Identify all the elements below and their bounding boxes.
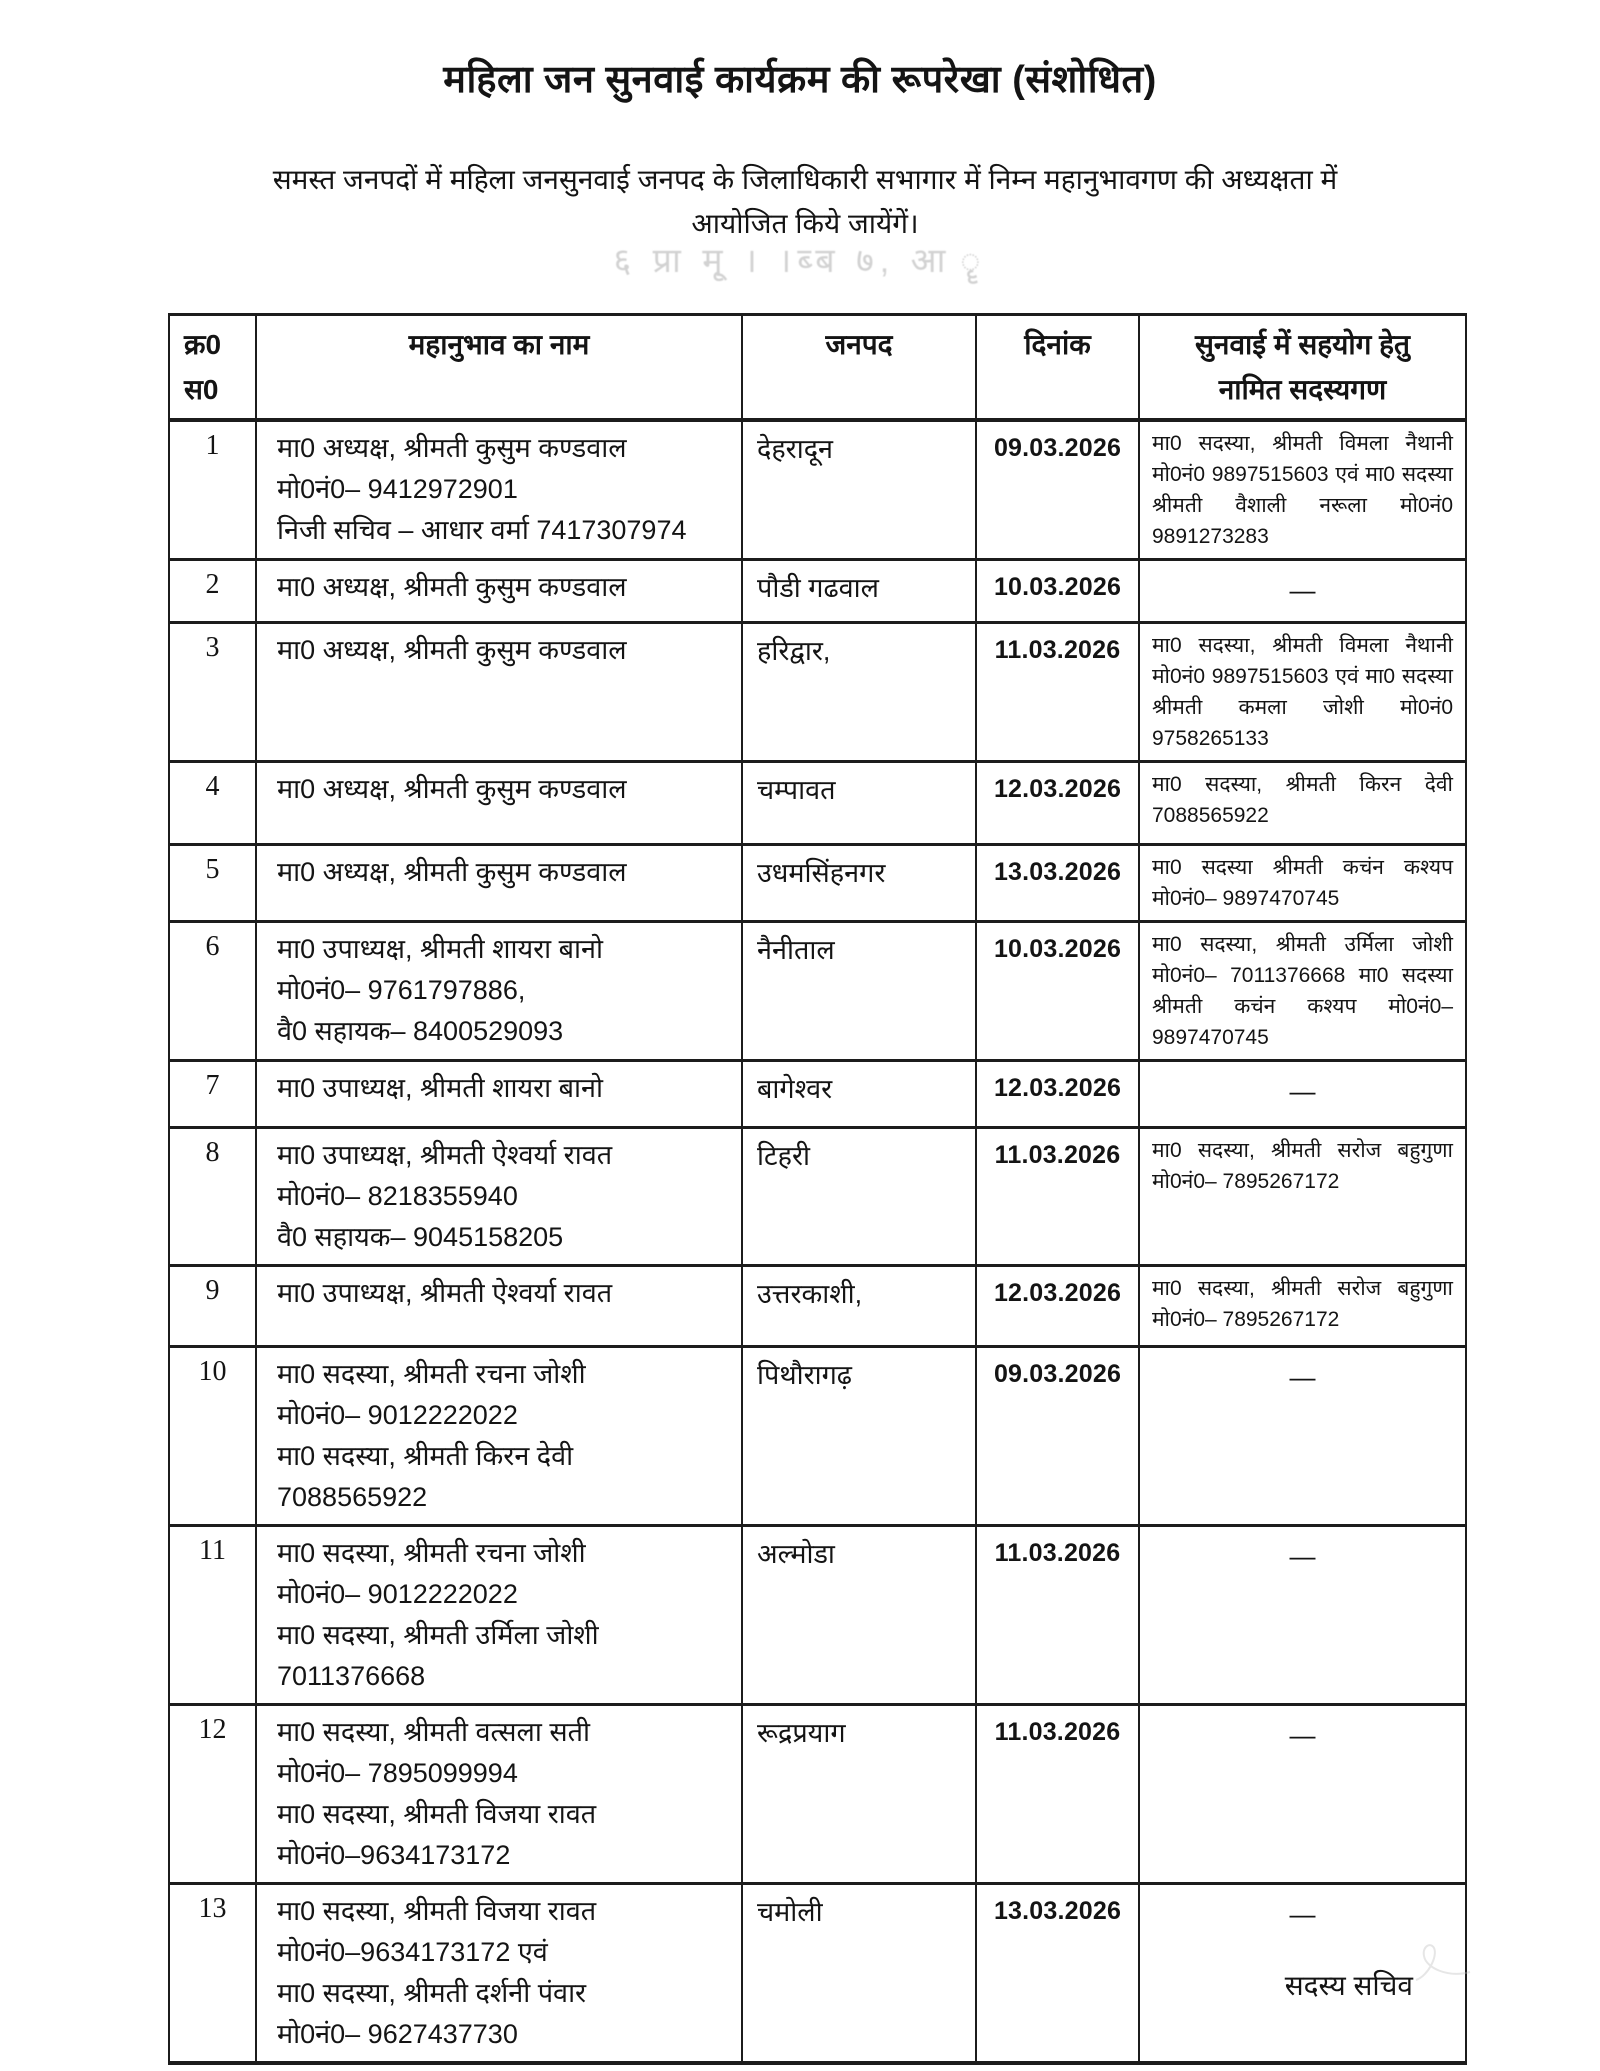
table-row bbox=[169, 922, 1466, 1061]
name-line: मा0 सदस्या, श्रीमती उर्मिला जोशी bbox=[277, 1620, 599, 1650]
name-cell bbox=[256, 762, 742, 845]
serial-cell: 13 bbox=[169, 1884, 256, 2064]
serial-cell: 7 bbox=[169, 1061, 256, 1128]
header-date: दिनांक bbox=[976, 315, 1139, 421]
district-cell: चम्पावत bbox=[742, 762, 976, 845]
header-members-line2: नामित सदस्यगण bbox=[1218, 374, 1387, 405]
name-line: मो0नं0–9634173172 bbox=[277, 1840, 511, 1870]
table-row bbox=[169, 560, 1466, 623]
name-line: मा0 सदस्या, श्रीमती रचना जोशी bbox=[277, 1359, 586, 1389]
serial-cell: 1 bbox=[169, 420, 256, 560]
serial-cell: 5 bbox=[169, 845, 256, 922]
name-cell bbox=[256, 623, 742, 762]
name-line: मा0 सदस्या, श्रीमती विजया रावत bbox=[277, 1799, 597, 1829]
name-line: वै0 सहायक– 9045158205 bbox=[277, 1222, 564, 1252]
table-row bbox=[169, 762, 1466, 845]
name-line: मा0 अध्यक्ष, श्रीमती कुसुम कण्डवाल bbox=[277, 857, 627, 887]
schedule-table bbox=[168, 313, 1467, 2065]
name-line: मो0नं0– 8218355940 bbox=[277, 1181, 518, 1211]
name-line: मो0नं0– 7895099994 bbox=[277, 1758, 518, 1788]
signatory-title: सदस्य सचिव bbox=[1284, 1970, 1413, 2001]
name-line: मा0 उपाध्यक्ष, श्रीमती शायरा बानो bbox=[277, 934, 604, 964]
district-cell: पिथौरागढ़ bbox=[742, 1347, 976, 1526]
serial-cell: 6 bbox=[169, 922, 256, 1061]
serial-cell: 10 bbox=[169, 1347, 256, 1526]
date-cell: 09.03.2026 bbox=[976, 1347, 1139, 1526]
table-row bbox=[169, 1128, 1466, 1266]
serial-cell: 3 bbox=[169, 623, 256, 762]
name-cell bbox=[256, 1128, 742, 1266]
district-cell: नैनीताल bbox=[742, 922, 976, 1061]
name-line: मा0 सदस्या, श्रीमती दर्शनी पंवार bbox=[277, 1978, 587, 2008]
members-cell: — bbox=[1139, 1061, 1466, 1128]
header-members-line1: सुनवाई में सहयोग हेतु bbox=[1195, 329, 1410, 360]
members-cell: मा0 सदस्या, श्रीमती उर्मिला जोशी मो0नं0– 7011376668 मा0 सदस्या श्रीमती कचंन कश्यप मो0नं0– 9897470745 bbox=[1139, 922, 1466, 1061]
date-cell: 10.03.2026 bbox=[976, 922, 1139, 1061]
name-line: 7088565922 bbox=[277, 1482, 428, 1512]
date-cell: 13.03.2026 bbox=[976, 845, 1139, 922]
serial-cell: 12 bbox=[169, 1705, 256, 1884]
serial-cell: 11 bbox=[169, 1526, 256, 1705]
date-cell: 10.03.2026 bbox=[976, 560, 1139, 623]
date-cell: 11.03.2026 bbox=[976, 1705, 1139, 1884]
table-row bbox=[169, 420, 1466, 560]
name-cell bbox=[256, 1061, 742, 1128]
district-cell: उधमसिंहनगर bbox=[742, 845, 976, 922]
members-cell: मा0 सदस्या, श्रीमती विमला नैथानी मो0नं0 9897515603 एवं मा0 सदस्या श्रीमती वैशाली नरूला मो0नं0 9891273283 bbox=[1139, 420, 1466, 560]
table-body bbox=[169, 420, 1466, 2063]
serial-cell: 9 bbox=[169, 1266, 256, 1347]
name-line: मा0 अध्यक्ष, श्रीमती कुसुम कण्डवाल bbox=[277, 774, 627, 804]
table-row bbox=[169, 1347, 1466, 1526]
name-line: मा0 सदस्या, श्रीमती रचना जोशी bbox=[277, 1538, 586, 1568]
district-cell: अल्मोडा bbox=[742, 1526, 976, 1705]
table-row bbox=[169, 1705, 1466, 1884]
name-line: मा0 अध्यक्ष, श्रीमती कुसुम कण्डवाल bbox=[277, 433, 627, 463]
members-cell: मा0 सदस्या श्रीमती कचंन कश्यप मो0नं0– 9897470745 bbox=[1139, 845, 1466, 922]
table-row bbox=[169, 845, 1466, 922]
members-cell: — bbox=[1139, 560, 1466, 623]
name-line: मो0नं0– 9012222022 bbox=[277, 1400, 518, 1430]
name-cell bbox=[256, 420, 742, 560]
name-line: मा0 अध्यक्ष, श्रीमती कुसुम कण्डवाल bbox=[277, 572, 627, 602]
members-cell: — bbox=[1139, 1347, 1466, 1526]
name-line: मा0 सदस्या, श्रीमती विजया रावत bbox=[277, 1896, 597, 1926]
name-line: मा0 सदस्या, श्रीमती वत्सला सती bbox=[277, 1717, 590, 1747]
members-cell: मा0 सदस्या, श्रीमती विमला नैथानी मो0नं0 9897515603 एवं मा0 सदस्या श्रीमती कमला जोशी मो0नं0 9758265133 bbox=[1139, 623, 1466, 762]
page-title: महिला जन सुनवाई कार्यक्रम की रूपरेखा (संशोधित) bbox=[443, 59, 1157, 101]
header-serial bbox=[169, 315, 256, 421]
header-serial-line2: स0 bbox=[184, 374, 219, 405]
name-line: मो0नं0–9634173172 एवं bbox=[277, 1937, 548, 1967]
date-cell: 11.03.2026 bbox=[976, 623, 1139, 762]
name-line: मा0 सदस्या, श्रीमती किरन देवी bbox=[277, 1441, 574, 1471]
header-district: जनपद bbox=[742, 315, 976, 421]
date-cell: 12.03.2026 bbox=[976, 1266, 1139, 1347]
date-cell: 13.03.2026 bbox=[976, 1884, 1139, 2064]
date-cell: 09.03.2026 bbox=[976, 420, 1139, 560]
table-row bbox=[169, 1526, 1466, 1705]
header-name: महानुभाव का नाम bbox=[256, 315, 742, 421]
table-row bbox=[169, 1266, 1466, 1347]
bleed-through-artifact: ६ प्रा मृ् । ।ब्ब ७, आ ॄ bbox=[613, 242, 987, 280]
name-cell bbox=[256, 560, 742, 623]
name-line: मा0 उपाध्यक्ष, श्रीमती ऐश्वर्या रावत bbox=[277, 1140, 613, 1170]
name-line: मो0नं0– 9412972901 bbox=[277, 474, 518, 504]
district-cell: बागेश्वर bbox=[742, 1061, 976, 1128]
header-serial-line1: क्र0 bbox=[184, 329, 222, 360]
district-cell: हरिद्वार, bbox=[742, 623, 976, 762]
name-line: मो0नं0– 9761797886, bbox=[277, 975, 526, 1005]
signature-stroke-artifact bbox=[1408, 1938, 1478, 1988]
name-line: मो0नं0– 9012222022 bbox=[277, 1579, 518, 1609]
name-cell bbox=[256, 922, 742, 1061]
name-cell bbox=[256, 1266, 742, 1347]
district-cell: देहरादून bbox=[742, 420, 976, 560]
district-cell: उत्तरकाशी, bbox=[742, 1266, 976, 1347]
members-cell: मा0 सदस्या, श्रीमती किरन देवी 7088565922 bbox=[1139, 762, 1466, 845]
table-row bbox=[169, 623, 1466, 762]
members-cell: — bbox=[1139, 1705, 1466, 1884]
district-cell: पौडी गढवाल bbox=[742, 560, 976, 623]
name-line: निजी सचिव – आधार वर्मा 7417307974 bbox=[277, 515, 687, 545]
name-line: मा0 उपाध्यक्ष, श्रीमती शायरा बानो bbox=[277, 1073, 604, 1103]
members-cell: — bbox=[1139, 1884, 1466, 2064]
district-cell: टिहरी bbox=[742, 1128, 976, 1266]
name-cell bbox=[256, 1347, 742, 1526]
members-cell: मा0 सदस्या, श्रीमती सरोज बहुगुणा मो0नं0– 7895267172 bbox=[1139, 1128, 1466, 1266]
name-cell bbox=[256, 845, 742, 922]
table-header-row bbox=[169, 315, 1466, 421]
name-line: मा0 अध्यक्ष, श्रीमती कुसुम कण्डवाल bbox=[277, 635, 627, 665]
name-line: मा0 उपाध्यक्ष, श्रीमती ऐश्वर्या रावत bbox=[277, 1278, 613, 1308]
members-cell: — bbox=[1139, 1526, 1466, 1705]
members-cell: मा0 सदस्या, श्रीमती सरोज बहुगुणा मो0नं0– 7895267172 bbox=[1139, 1266, 1466, 1347]
name-line: 7011376668 bbox=[277, 1661, 426, 1691]
name-line: वै0 सहायक– 8400529093 bbox=[277, 1016, 564, 1046]
date-cell: 11.03.2026 bbox=[976, 1128, 1139, 1266]
date-cell: 12.03.2026 bbox=[976, 762, 1139, 845]
name-cell bbox=[256, 1526, 742, 1705]
district-cell: चमोली bbox=[742, 1884, 976, 2064]
name-line: मो0नं0– 9627437730 bbox=[277, 2019, 518, 2049]
serial-cell: 4 bbox=[169, 762, 256, 845]
table-row bbox=[169, 1061, 1466, 1128]
serial-cell: 2 bbox=[169, 560, 256, 623]
date-cell: 12.03.2026 bbox=[976, 1061, 1139, 1128]
name-cell bbox=[256, 1705, 742, 1884]
date-cell: 11.03.2026 bbox=[976, 1526, 1139, 1705]
page-subtitle: समस्त जनपदों में महिला जनसुनवाई जनपद के जिलाधिकारी सभागार में निम्न महानुभावगण की अध्यक्षता में आयोजित किये जायेंगें। bbox=[272, 164, 1338, 239]
header-members bbox=[1139, 315, 1466, 421]
serial-cell: 8 bbox=[169, 1128, 256, 1266]
district-cell: रूद्रप्रयाग bbox=[742, 1705, 976, 1884]
